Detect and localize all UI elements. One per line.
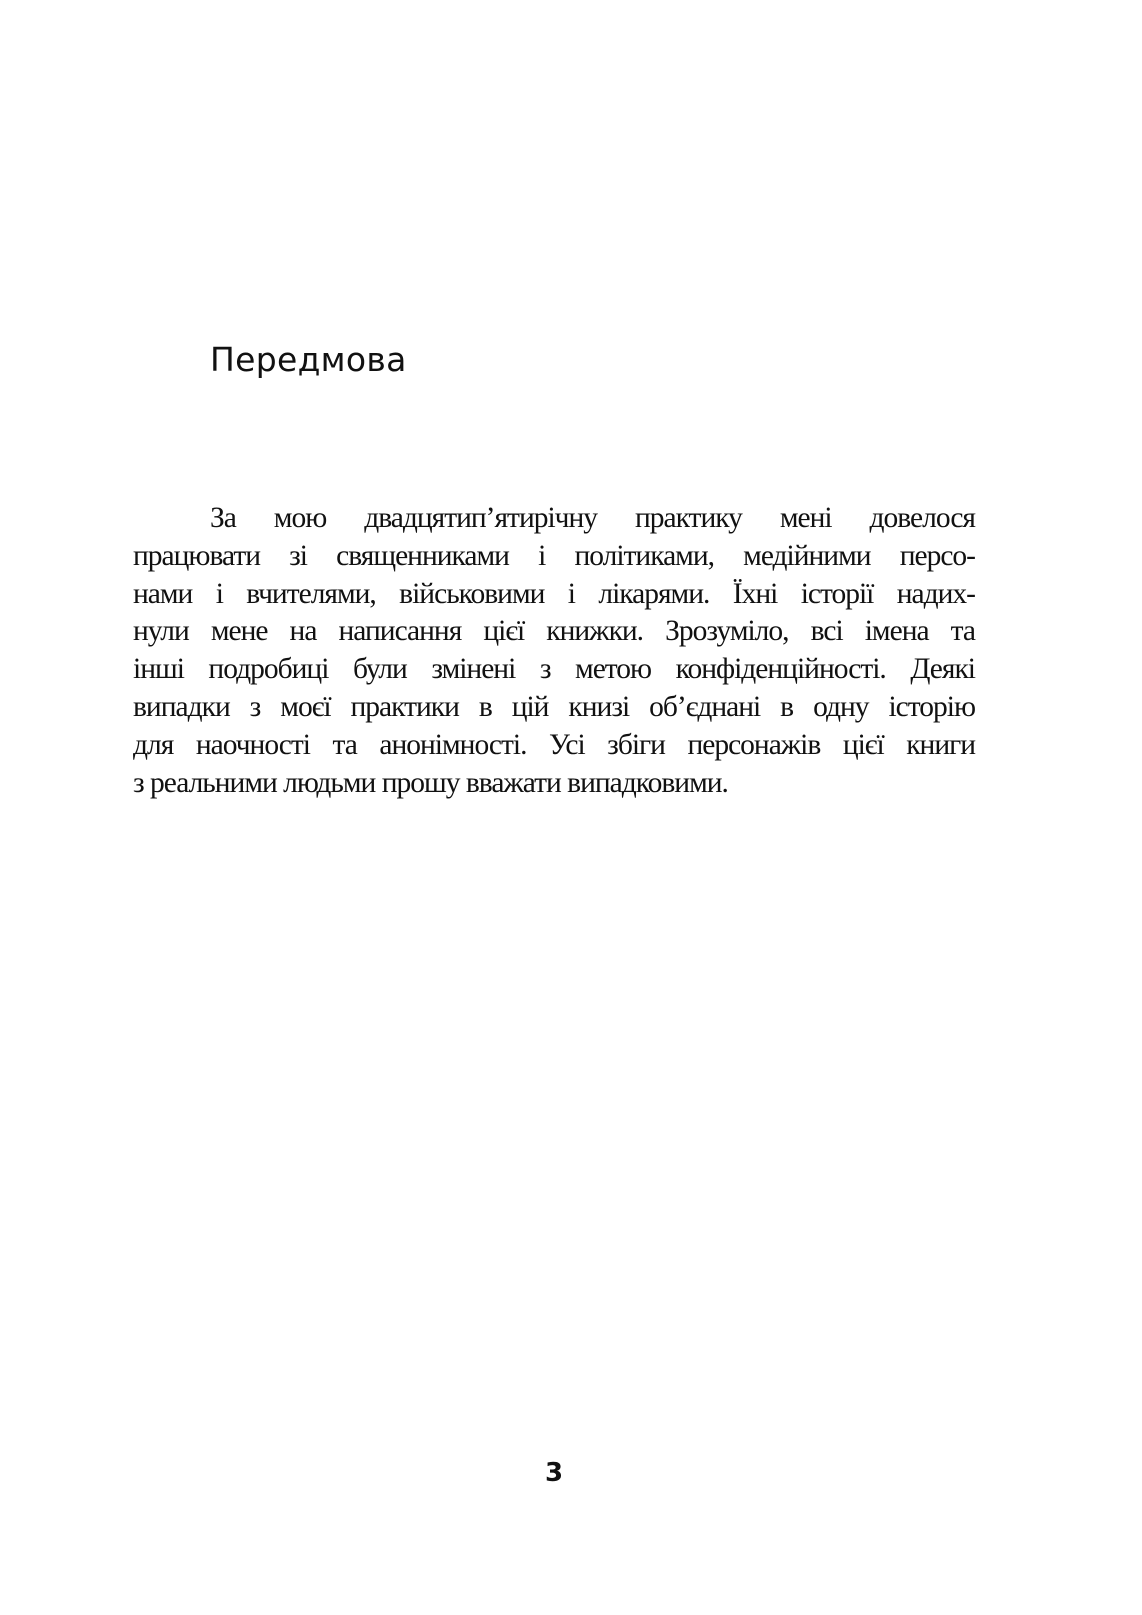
paragraph-line: випадки з моєї практики в цій книзі об’єднані в одну історію — [133, 690, 975, 723]
paragraph-line: для наочності та анонімності. Усі збіги персонажів цієї книги — [133, 728, 975, 761]
paragraph-line: нами і вчителями, військовими і лікарями. Їхні історії надих- — [133, 577, 975, 610]
paragraph-line: працювати зі священниками і політиками, медійними персо- — [133, 539, 975, 572]
paragraph-line: інші подробиці були змінені з метою конфіденційності. Деякі — [133, 653, 975, 686]
page-number: 3 — [544, 1458, 564, 1488]
paragraph-line: нули мене на написання цієї книжки. Зрозуміло, всі імена та — [133, 615, 975, 648]
page-title: Передмова — [210, 340, 407, 379]
preface-paragraph — [133, 500, 975, 802]
paragraph-line: з реальними людьми прошу вважати випадковими. — [133, 766, 728, 799]
paragraph-line: За мою двадцятип’ятирічну практику мені довелося — [210, 502, 975, 534]
